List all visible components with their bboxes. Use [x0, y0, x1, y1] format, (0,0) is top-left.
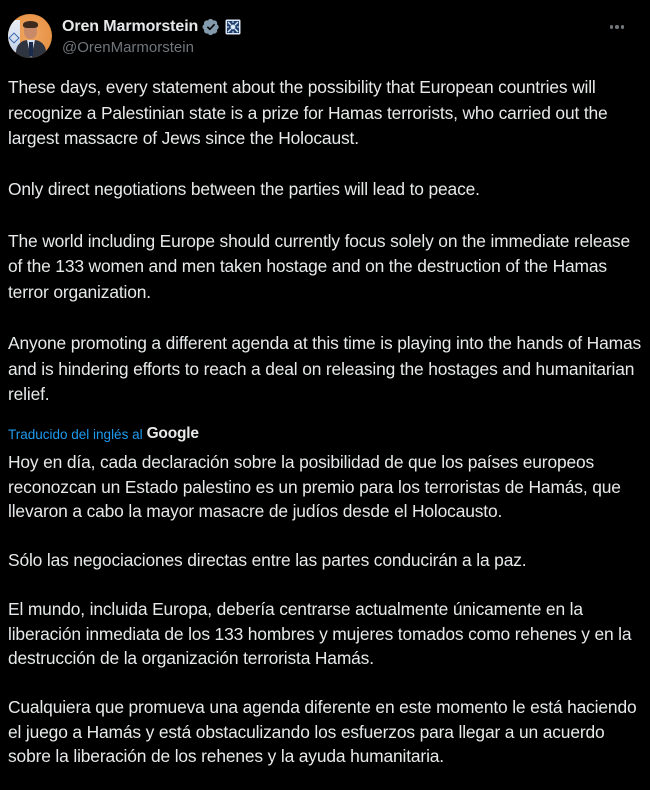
more-horizontal-icon	[621, 25, 625, 29]
more-horizontal-icon	[610, 25, 614, 29]
name-row	[62, 16, 241, 38]
verified-badge-icon[interactable]	[202, 18, 220, 36]
avatar-tie	[29, 42, 33, 56]
avatar-hair	[23, 21, 38, 28]
google-logo: Google	[146, 425, 199, 442]
translated-paragraph: Sólo las negociaciones directas entre las partes conducirán a la paz.	[8, 550, 527, 570]
translated-paragraph: Cualquiera que promueva una agenda diferente en este momento le está haciendo el juego a Hamás y está obstaculizando los esfuerzos para llegar a un acuerdo sobre la liberación de los rehenes y la ayuda humanitaria.	[8, 697, 637, 766]
user-handle[interactable]: @OrenMarmorstein	[62, 39, 194, 56]
more-horizontal-icon	[615, 25, 619, 29]
tweet-header	[8, 12, 642, 60]
display-name[interactable]: Oren Marmorstein	[62, 18, 199, 35]
avatar[interactable]	[8, 14, 52, 58]
tweet-text	[8, 75, 644, 408]
translated-text	[8, 450, 644, 769]
translation-attribution	[8, 423, 199, 445]
user-block	[62, 16, 241, 56]
tweet-paragraph: These days, every statement about the possibility that European countries will recognize a Palestinian state is a prize for Hamas terrorists, who carried out the largest massacre of Jews since the Holocaust.	[8, 77, 608, 149]
tweet-paragraph: Anyone promoting a different agenda at this time is playing into the hands of Hamas and is hindering efforts to reach a deal on releasing the hostages and humanitarian relief.	[8, 332, 642, 405]
more-options-button[interactable]	[604, 16, 630, 38]
translated-from-link[interactable]: Traducido del inglés al	[8, 426, 143, 442]
affiliate-badge-icon[interactable]	[225, 19, 241, 35]
translated-paragraph: Hoy en día, cada declaración sobre la posibilidad de que los países europeos reconozcan un Estado palestino es un premio para los terroristas de Hamás, que llevaron a cabo la mayor masacre de judíos desde el Holocausto.	[8, 452, 621, 521]
tweet-paragraph: Only direct negotiations between the parties will lead to peace.	[8, 179, 480, 200]
translated-paragraph: El mundo, incluida Europa, debería centrarse actualmente únicamente en la liberación inmediata de los 133 hombres y mujeres tomados como rehenes y en la destrucción de la organización terrorista Hamás.	[8, 599, 632, 668]
tweet-paragraph: The world including Europe should currently focus solely on the immediate release of the 133 women and men taken hostage and on the destruction of the Hamas terror organization.	[8, 230, 630, 302]
